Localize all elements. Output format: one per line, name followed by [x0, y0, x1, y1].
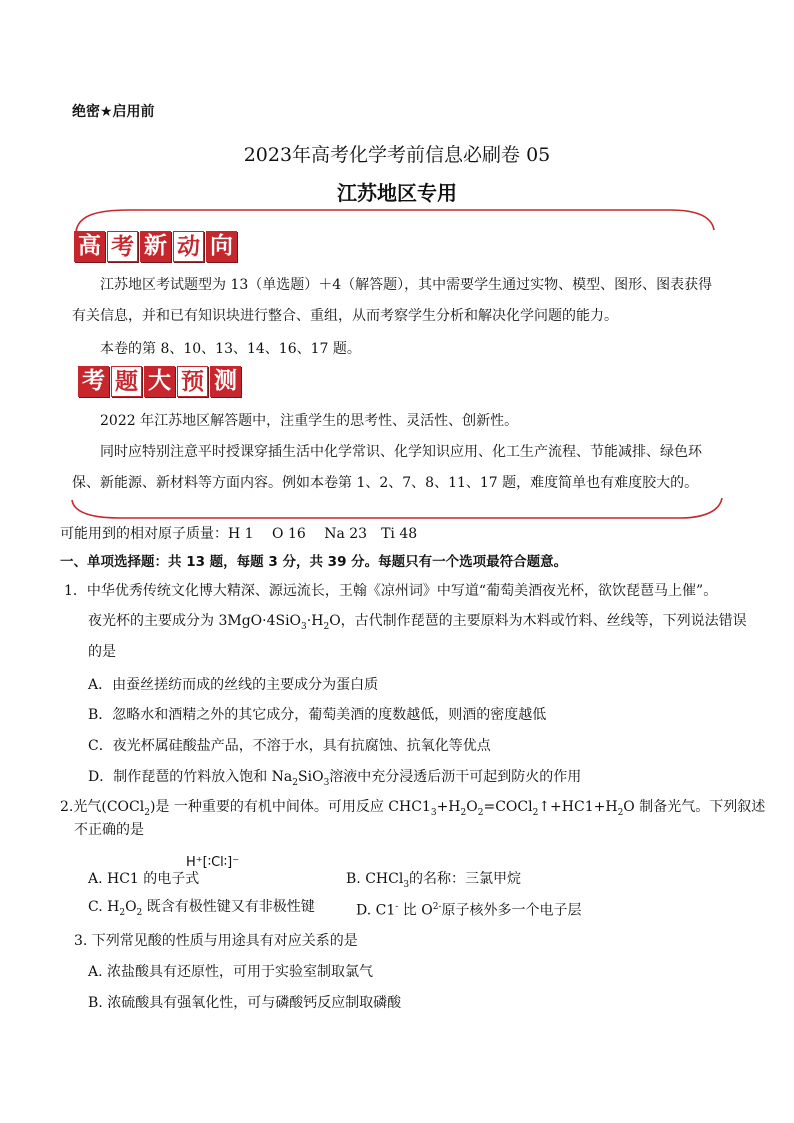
- q3-option-b: B. 浓硫酸具有强氧化性，可与磷酸钙反应制取磷酸: [88, 995, 402, 1011]
- q2-option-b: B. CHCl$_3$的名称：三氯甲烷: [346, 871, 522, 890]
- q1-option-a: A．由蚕丝搓纺而成的丝线的主要成分为蛋白质: [88, 677, 379, 693]
- paper-title: 2023年高考化学考前信息必刷卷 05: [243, 144, 551, 166]
- badge-char: 新: [140, 231, 171, 262]
- q2-stem-line1: 2.光气(COCl$_2$)是 一种重要的有机中间体。可用反应 $CHC1_3+H_2O_2=COCl_2↑+HC1+H_2O$ 制备光气。下列叙述: [60, 799, 766, 818]
- q2-option-a: A. HC1 的电子式: [88, 871, 200, 887]
- badge-char: 向: [206, 231, 237, 262]
- badge-char: 预: [177, 366, 208, 397]
- badge-gaokao-trend: [74, 231, 237, 262]
- q1-stem-line2: 夜光杯的主要成分为 $3MgO\cdot 4SiO_3\cdot H_2O$，古代制作琵琶的主要原料为木料或竹料、丝线等，下列说法错误: [88, 613, 747, 632]
- badge-char: 高: [74, 231, 105, 262]
- q3-option-a: A. 浓盐酸具有还原性，可用于实验室制取氯气: [88, 964, 374, 980]
- q1-option-b: B．忽略水和酒精之外的其它成分，葡萄美酒的度数越低，则酒的密度越低: [88, 707, 547, 723]
- badge-char: 测: [210, 366, 241, 397]
- trend-paragraph-1: 江苏地区考试题型为 13（单选题）＋4（解答题），其中需要学生通过实物、模型、图形、图表获得有关信息，并和已有知识块进行整合、重组，从而考察学生分析和解决化学问题的能力。: [72, 277, 713, 324]
- q1-option-d: D．制作琵琶的竹料放入饱和 $Na_2SiO_3$溶液中充分浸透后沥干可起到防火的作用: [88, 769, 582, 788]
- q2-option-c: C. $H_2O_2$ 既含有极性键又有非极性键: [88, 899, 315, 918]
- q2-stem-line2: 不正确的是: [74, 822, 144, 838]
- q3-stem: 3. 下列常见酸的性质与用途具有对应关系的是: [74, 933, 358, 949]
- badge-char: 大: [144, 366, 175, 397]
- badge-char: 动: [173, 231, 204, 262]
- q1-stem-line1: 1．中华优秀传统文化博大精深、源远流长，王翰《凉州词》中写道“葡萄美酒夜光杯，欲饮琵琶马上催”。: [64, 583, 718, 599]
- section-title: 一、单项选择题：共 13 题，每题 3 分，共 39 分。每题只有一个选项最符合题意。: [60, 554, 568, 570]
- paper-subtitle: 江苏地区专用: [337, 181, 457, 205]
- badge-char: 考: [107, 231, 138, 262]
- confidential-tag: 绝密★启用前: [72, 104, 155, 120]
- trend-paragraph-2: 本卷的第 8、10、13、14、16、17 题。: [100, 341, 361, 357]
- badge-char: 题: [111, 366, 142, 397]
- prediction-paragraph-2: 同时应特别注意平时授课穿插生活中化学常识、化学知识应用、化工生产流程、节能减排、绿色环保、新能源、新材料等方面内容。例如本卷第 1、2、7、8、11、17 题，难度简单也有难度胶大的。: [72, 444, 702, 491]
- q1-stem-line3: 的是: [88, 644, 116, 660]
- hcl-electron-formula: H⁺[∶Cl∶]⁻: [186, 855, 240, 870]
- q1-option-c: C．夜光杯属硅酸盐产品，不溶于水，具有抗腐蚀、抗氧化等优点: [88, 738, 491, 754]
- atomic-mass-line: 可能用到的相对原子质量：H 1 O 16 Na 23 Ti 48: [60, 526, 418, 542]
- q2-option-d: D. C1- 比 $O^{2-}$原子核外多一个电子层: [356, 902, 582, 919]
- prediction-paragraph-1: 2022 年江苏地区解答题中，注重学生的思考性、灵活性、创新性。: [100, 413, 519, 429]
- badge-exam-prediction: [78, 366, 241, 397]
- badge-char: 考: [78, 366, 109, 397]
